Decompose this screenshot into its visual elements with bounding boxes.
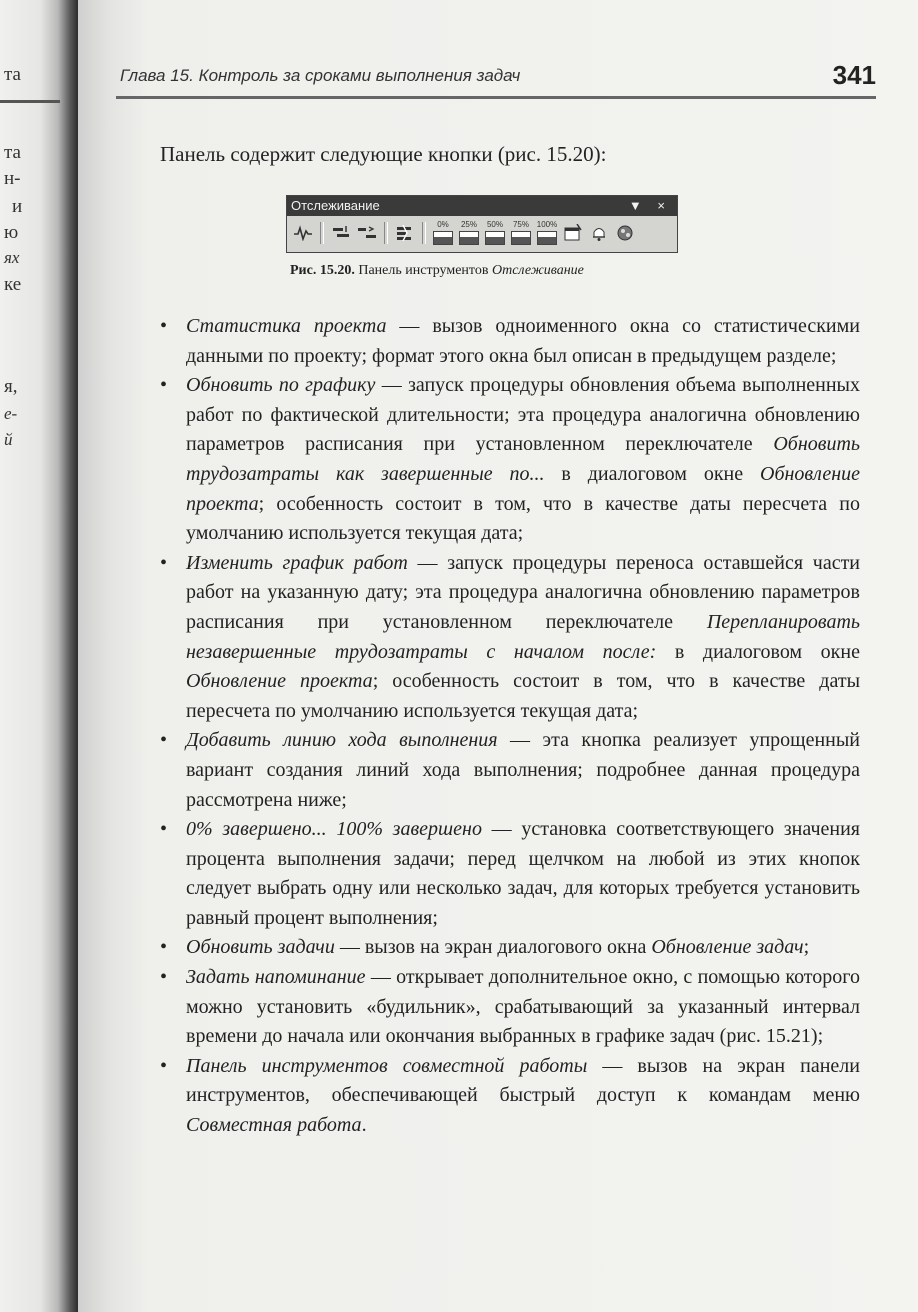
- percent-label: 0%: [437, 220, 449, 229]
- item-term: Обновить задачи: [186, 936, 335, 959]
- percent-bar-icon: [511, 231, 531, 245]
- prev-page-fragment: я,: [4, 376, 18, 397]
- item-text: ; особенность состоит в том, что в качестве даты пересчета по умолчанию используется текущая дата;: [186, 492, 860, 545]
- list-item: [160, 312, 860, 371]
- percent-bar-icon: [459, 231, 479, 245]
- item-term: Задать напоминание: [186, 966, 366, 989]
- intro-paragraph: Панель содержит следующие кнопки (рис. 15.20):: [160, 142, 607, 166]
- toolbar-buttons-list: [160, 312, 860, 1141]
- item-term: Обновление проекта: [186, 670, 373, 693]
- item-text: ; особенность состоит в том, что в качестве даты пересчета по умолчанию используется текущая дата;: [186, 670, 861, 722]
- page-number: 341: [832, 60, 876, 90]
- prev-page-rule: [0, 100, 60, 103]
- item-text: — вызов на экран панели инструментов, обеспечивающей быстрый доступ к командам меню: [186, 1054, 860, 1107]
- list-item: [160, 726, 860, 815]
- item-text: в диалоговом окне: [656, 640, 860, 663]
- toolbar-titlebar: [287, 196, 677, 216]
- collaborate-toolbar-icon: [613, 221, 637, 245]
- set-reminder-icon: [587, 221, 611, 245]
- percent-label: 100%: [536, 220, 558, 229]
- percent-bar-icon: [485, 231, 505, 245]
- item-term: Статистика проекта: [186, 315, 387, 337]
- percent-complete-0-button[interactable]: [431, 220, 455, 246]
- item-term: Панель инструментов совместной работы: [186, 1054, 588, 1077]
- item-text: — вызов одноименного окна со статистическими данными по проекту; формат этого окна был описан в предыдущем разделе;: [186, 315, 860, 367]
- caption-label: Рис. 15.20.: [290, 263, 355, 278]
- list-item: [160, 933, 860, 963]
- percent-label: 75%: [512, 220, 529, 229]
- chapter-title: Глава 15. Контроль за сроками выполнения задач: [120, 66, 521, 85]
- percent-bar-icon: [433, 231, 453, 245]
- item-text: — эта кнопка реализует упрощенный вариант создания линий хода выполнения; подробнее данная процедура рассмотрена ниже;: [186, 729, 860, 811]
- item-text: .: [361, 1114, 367, 1137]
- book-page: [78, 0, 918, 1312]
- item-term: 0% завершено... 100% завершено: [186, 818, 482, 841]
- previous-page-edge: [0, 0, 78, 1312]
- item-term: Изменить график работ: [186, 551, 408, 574]
- item-term: Добавить линию хода выполнения: [186, 729, 498, 752]
- item-text: — запуск процедуры обновления объема выполненных работ по фактической длительности; эта процедура аналогична обновлению параметров расписания при установленном переключателе: [186, 374, 860, 456]
- item-term: Обновить по графику: [186, 374, 376, 397]
- item-text: ;: [803, 936, 810, 959]
- toolbar-separator: [384, 222, 388, 244]
- item-text: — открывает дополнительное окно, с помощью которого можно установить «будильник», срабатывающий за указанный интервал времени до начала или окончания выбранных в графике задач (рис. 15.21);: [186, 966, 860, 1048]
- item-term: Совместная работа: [186, 1114, 362, 1137]
- item-term: Обновить трудозатраты как завершенные по...: [186, 433, 860, 485]
- caption-text: Панель инструментов: [354, 263, 492, 278]
- percent-label: 50%: [486, 220, 503, 229]
- list-item: [160, 1052, 860, 1141]
- percent-complete-75-button[interactable]: [509, 220, 533, 246]
- prev-page-fragment: и: [12, 196, 23, 217]
- prev-page-fragment: й: [4, 430, 13, 449]
- tracking-toolbar-figure: [286, 195, 678, 253]
- item-term: Обновление задач: [651, 936, 804, 959]
- toolbar-separator: [320, 222, 324, 244]
- project-statistics-icon: [291, 221, 315, 245]
- percent-complete-25-button[interactable]: [457, 220, 481, 246]
- prev-page-fragment: ке: [4, 274, 22, 295]
- prev-page-fragment: та: [4, 64, 21, 85]
- percent-bar-icon: [537, 231, 557, 245]
- header-rule: [116, 96, 876, 99]
- percent-complete-100-button[interactable]: [535, 220, 559, 246]
- toolbar-button-row: [287, 216, 677, 250]
- add-progress-line-icon: [393, 221, 417, 245]
- prev-page-fragment: е-: [4, 404, 18, 423]
- list-item: [160, 815, 860, 933]
- prev-page-fragment: ю: [4, 222, 19, 243]
- toolbar-title: Отслеживание: [291, 198, 380, 213]
- prev-page-fragment: та: [4, 142, 21, 163]
- caption-toolbar-name: Отслеживание: [491, 263, 584, 278]
- percent-complete-50-button[interactable]: [483, 220, 507, 246]
- prev-page-fragment: н-: [4, 168, 21, 189]
- list-item: [160, 371, 860, 549]
- reschedule-work-icon: [355, 221, 379, 245]
- list-item: [160, 963, 860, 1052]
- figure-caption: [290, 263, 584, 279]
- item-text: в диалоговом окне: [544, 462, 760, 485]
- prev-page-fragment: ях: [4, 248, 20, 267]
- item-text: — установка соответствующего значения процента выполнения задачи; перед щелчком на любой из этих кнопок следует выбрать одну или несколько задач, для которых требуется установить равный процент выполнения;: [186, 818, 860, 929]
- item-text: — вызов на экран диалогового окна: [334, 936, 652, 959]
- percent-label: 25%: [460, 220, 477, 229]
- item-term: Обновление проекта: [186, 462, 860, 515]
- item-term: Перепланировать незавершенные трудозатраты с началом после:: [186, 610, 860, 663]
- toolbar-separator: [422, 222, 426, 244]
- update-as-scheduled-icon: [329, 221, 353, 245]
- update-tasks-icon: [561, 221, 585, 245]
- list-item: [160, 549, 860, 727]
- running-head: [116, 62, 876, 92]
- item-text: — запуск процедуры переноса оставшейся части работ на указанную дату; эта процедура аналогична обновлению параметров расписания при установленном переключателе: [186, 551, 861, 633]
- toolbar-window-controls: ▼ ×: [628, 198, 671, 213]
